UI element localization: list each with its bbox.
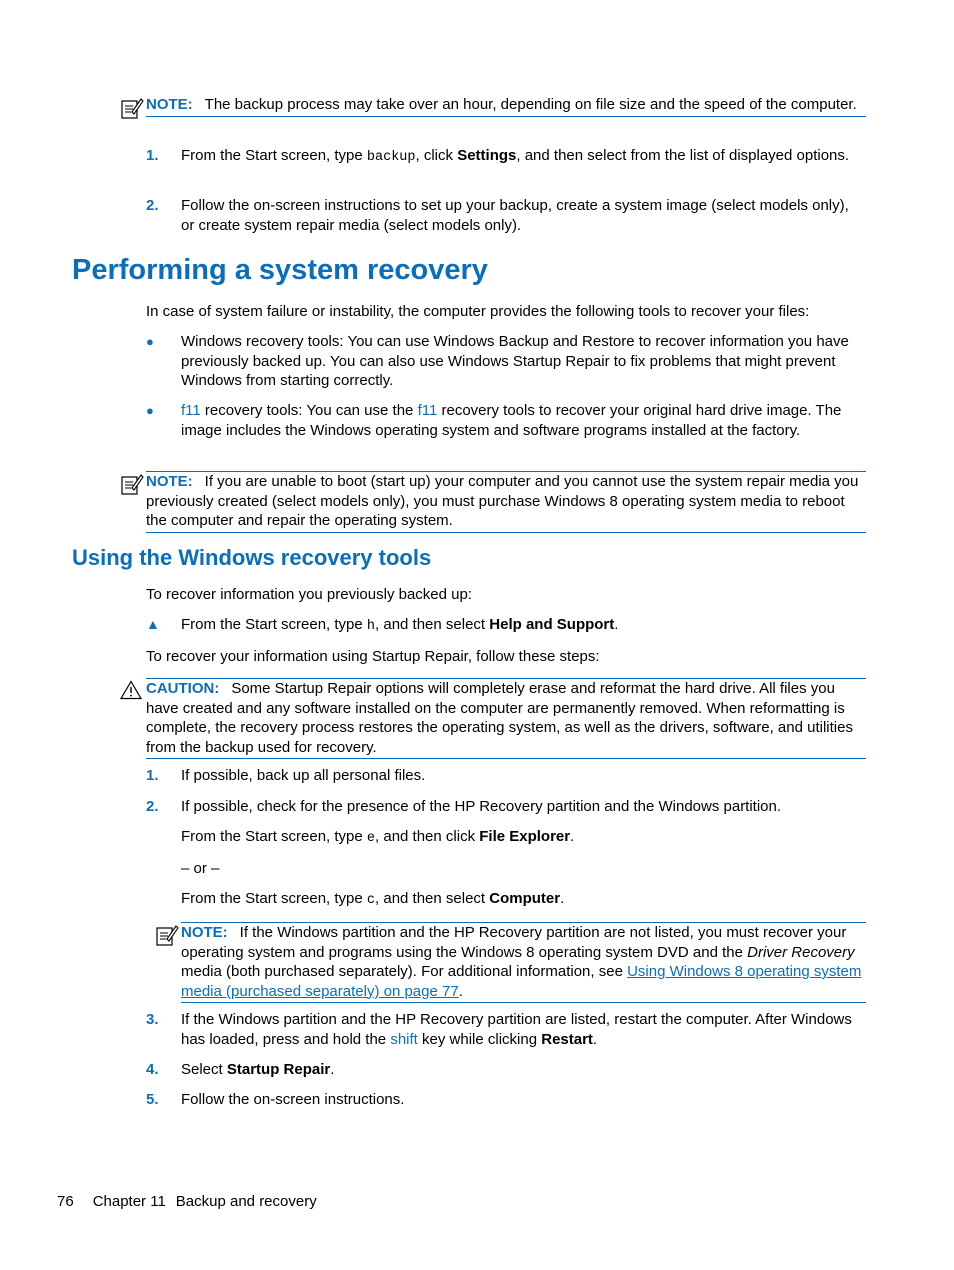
step-number: 2. (146, 197, 159, 214)
page-footer (57, 1192, 317, 1212)
caution-text: Some Startup Repair options will completely erase and reformat the hard drive. All files you have created and any software installed on the computer are permanently removed. When reformatting is complete, the recovery process restores the operating system, as well as the drivers, software, and utilities from the backup used for recovery. (146, 680, 853, 756)
note-icon (120, 97, 144, 121)
bullet-text: Windows recovery tools: You can use Windows Backup and Restore to recover information you have previously backed up. You can also use Windows Startup Repair to fix problems that might prevent Windows from starting correctly. (181, 333, 849, 389)
step-text: Select Startup Repair. (181, 1061, 335, 1078)
step-number: 3. (146, 1011, 159, 1028)
step-number: 1. (146, 767, 159, 784)
sub-step: From the Start screen, type c, and then select Computer. (181, 890, 565, 908)
step-text: From the Start screen, type h, and then select Help and Support. (181, 616, 619, 634)
triangle-icon: ▲ (146, 616, 160, 632)
cross-reference-link[interactable]: Using Windows 8 operating system media (purchased separately) on page 77 (181, 963, 862, 1000)
step-text: From the Start screen, type backup, click Settings, and then select from the list of displayed options. (181, 147, 850, 165)
note-label: NOTE: (181, 924, 228, 941)
step-text: Follow the on-screen instructions to set up your backup, create a system image (select models only), or create system repair media (select models only). (181, 197, 849, 234)
note-text: If you are unable to boot (start up) your computer and you cannot use the system repair media you previously created (select models only), you must purchase Windows 8 operating system media to reboot the computer and repair the operating system. (146, 473, 859, 529)
sub-step: From the Start screen, type e, and then click File Explorer. (181, 828, 575, 846)
paragraph: To recover information you previously backed up: (146, 586, 473, 603)
step-number: 4. (146, 1061, 159, 1078)
note-label: NOTE: (146, 473, 193, 490)
step-text: If possible, back up all personal files. (181, 767, 426, 784)
chapter-title: Backup and recovery (175, 1193, 317, 1210)
note-icon (155, 924, 179, 948)
step-text: If possible, check for the presence of the HP Recovery partition and the Windows partition. (181, 798, 782, 815)
step-number: 1. (146, 147, 159, 164)
bullet-text: f11 recovery tools: You can use the f11 recovery tools to recover your original hard drive image. The image includes the Windows operating system and software programs installed at the factory. (181, 402, 842, 439)
caution-box (146, 678, 866, 759)
note-label: NOTE: (146, 96, 193, 113)
caution-icon (120, 680, 142, 700)
step-text: Follow the on-screen instructions. (181, 1091, 405, 1108)
chapter-label: Chapter 11 (92, 1193, 166, 1210)
bullet-icon: ● (146, 403, 154, 418)
page-number: 76 (57, 1193, 74, 1210)
note-box (146, 471, 866, 533)
step-number: 5. (146, 1091, 159, 1108)
note-box (146, 95, 866, 117)
caution-label: CAUTION: (146, 680, 220, 697)
note-icon (120, 473, 144, 497)
note-text: The backup process may take over an hour, depending on file size and the speed of the computer. (204, 96, 857, 113)
section-heading: Performing a system recovery (72, 254, 488, 286)
intro-paragraph: In case of system failure or instability, the computer provides the following tools to recover your files: (146, 303, 810, 320)
subsection-heading: Using the Windows recovery tools (72, 545, 432, 570)
step-number: 2. (146, 798, 159, 815)
step-text: If the Windows partition and the HP Recovery partition are listed, restart the computer. After Windows has loaded, press and hold the shift key while clicking Restart. (181, 1011, 852, 1048)
or-separator: – or – (181, 860, 220, 877)
bullet-icon: ● (146, 334, 154, 349)
note-box: NOTE: If the Windows partition and the HP Recovery partition are not listed, you must recover your operating system and programs using the Windows 8 operating system DVD and the Driver Recovery media (both purchased separately). For additional information, see Using Windows 8 operating system media (purchased separately) on page 77. (181, 922, 866, 1003)
paragraph: To recover your information using Startup Repair, follow these steps: (146, 648, 600, 665)
